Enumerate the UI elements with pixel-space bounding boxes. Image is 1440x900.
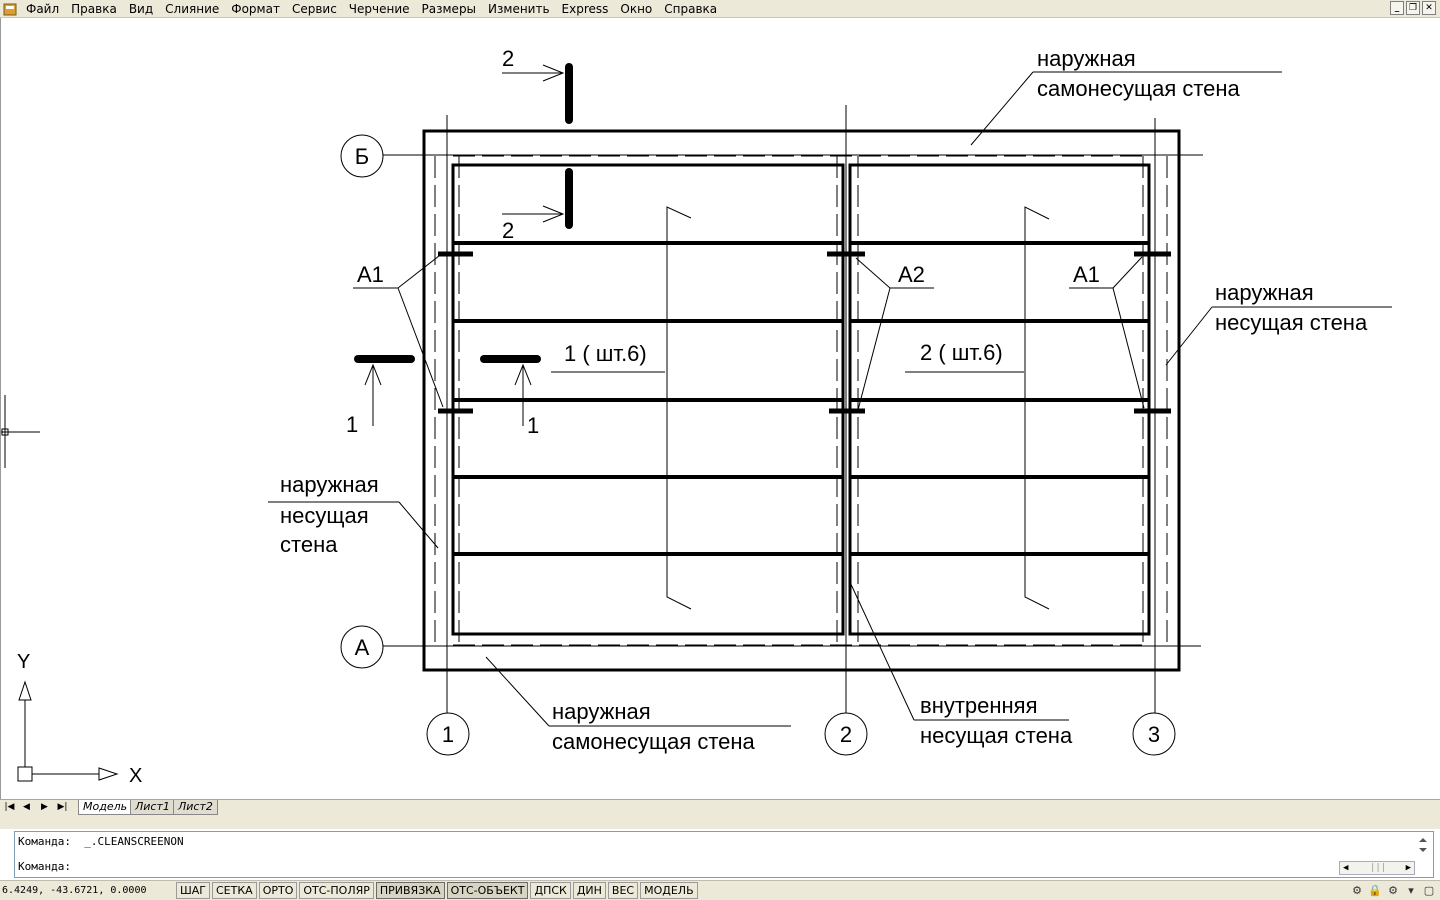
lock-icon[interactable]: 🔒 bbox=[1368, 884, 1382, 897]
label-a2: А2 bbox=[898, 262, 925, 287]
tab-sheet1[interactable]: Лист1 bbox=[130, 800, 175, 815]
scroll-thumb-icon[interactable]: ||| bbox=[1370, 863, 1387, 873]
label-panel-2: 2 ( шт.6) bbox=[920, 340, 1003, 365]
menu-modify[interactable]: Изменить bbox=[488, 2, 550, 16]
restore-button[interactable]: ❐ bbox=[1406, 1, 1420, 15]
scroll-left-icon[interactable]: ◀ bbox=[1343, 863, 1349, 873]
label-a1-left: А1 bbox=[357, 262, 384, 287]
tab-model[interactable]: Модель bbox=[78, 800, 132, 815]
label-top-wall-2: самонесущая стена bbox=[1037, 76, 1240, 101]
menu-dimension[interactable]: Размеры bbox=[421, 2, 477, 16]
app-icon[interactable] bbox=[3, 2, 17, 16]
axis-label-2: 2 bbox=[839, 722, 853, 747]
toggle-snap[interactable]: ШАГ bbox=[176, 882, 210, 899]
first-tab-icon[interactable]: |◀ bbox=[4, 802, 15, 812]
ucs-x-label: X bbox=[129, 765, 143, 787]
scroll-right-icon[interactable]: ▶ bbox=[1405, 863, 1411, 873]
label-top-wall-1: наружная bbox=[1037, 46, 1136, 71]
command-window[interactable] bbox=[14, 831, 1434, 878]
axis-label-a: А bbox=[354, 635, 370, 660]
label-right-wall-2: несущая стена bbox=[1215, 310, 1368, 335]
command-scrollbar[interactable] bbox=[1415, 834, 1431, 856]
label-cut-2-top: 2 bbox=[502, 46, 515, 71]
label-bottom-wall-1: наружная bbox=[552, 699, 651, 724]
label-cut-1-right: 1 bbox=[527, 413, 540, 438]
toggle-ortho[interactable]: ОРТО bbox=[259, 882, 298, 899]
toggle-ducs[interactable]: ДПСК bbox=[530, 882, 570, 899]
floor-plan-drawing bbox=[1, 18, 1440, 799]
anchor-marks bbox=[438, 254, 1171, 411]
toggle-lineweight[interactable]: ВЕС bbox=[608, 882, 638, 899]
layout-tab-bar bbox=[0, 799, 1440, 815]
toggle-grid[interactable]: СЕТКА bbox=[212, 882, 257, 899]
next-tab-icon[interactable]: ▶ bbox=[41, 802, 48, 812]
menu-arrow-icon[interactable]: ▾ bbox=[1408, 884, 1414, 897]
command-history: Команда: _.CLEANSCREENON bbox=[18, 835, 184, 848]
section-cut-marks bbox=[358, 67, 569, 359]
section-arrows bbox=[365, 65, 563, 426]
label-cut-1-left: 1 bbox=[346, 412, 359, 437]
menu-format[interactable]: Формат bbox=[231, 2, 280, 16]
menu-edit[interactable]: Правка bbox=[71, 2, 117, 16]
menu-draw[interactable]: Черчение bbox=[348, 2, 410, 16]
toggle-model[interactable]: МОДЕЛЬ bbox=[640, 882, 698, 899]
tab-sheet2[interactable]: Лист2 bbox=[173, 800, 218, 815]
close-button[interactable]: ✕ bbox=[1422, 1, 1436, 15]
ucs-icon bbox=[18, 682, 117, 781]
last-tab-icon[interactable]: ▶| bbox=[57, 802, 68, 812]
drawing-canvas[interactable] bbox=[0, 18, 1440, 799]
axis-bubbles bbox=[341, 135, 1175, 755]
label-right-wall-1: наружная bbox=[1215, 280, 1314, 305]
command-hscrollbar[interactable] bbox=[1339, 861, 1415, 875]
coordinate-readout[interactable]: 6.4249, -43.6721, 0.0000 bbox=[2, 885, 147, 896]
menu-help[interactable]: Справка bbox=[664, 2, 718, 16]
label-left-wall-1: наружная bbox=[280, 472, 379, 497]
label-bottom-wall-2: самонесущая стена bbox=[552, 729, 755, 754]
menu-view[interactable]: Вид bbox=[128, 2, 154, 16]
label-a1-right: А1 bbox=[1073, 262, 1100, 287]
status-bar bbox=[0, 880, 1440, 900]
menu-express[interactable]: Express bbox=[561, 2, 609, 16]
prev-tab-icon[interactable]: ◀ bbox=[23, 802, 30, 812]
communication-center-icon[interactable]: ⚙ bbox=[1352, 884, 1362, 897]
menu-file[interactable]: Файл bbox=[26, 2, 60, 16]
toggle-polar[interactable]: ОТС-ПОЛЯР bbox=[299, 882, 374, 899]
menu-merge[interactable]: Слияние bbox=[165, 2, 220, 16]
label-inner-wall-2: несущая стена bbox=[920, 723, 1073, 748]
menu-tools[interactable]: Сервис bbox=[291, 2, 337, 16]
clean-screen-icon[interactable]: ▢ bbox=[1423, 884, 1435, 897]
panel-divider bbox=[0, 815, 1440, 829]
label-left-wall-3: стена bbox=[280, 532, 338, 557]
toggle-osnap[interactable]: ПРИВЯЗКА bbox=[376, 882, 445, 899]
label-cut-2-bottom: 2 bbox=[502, 218, 515, 243]
label-panel-1: 1 ( шт.6) bbox=[564, 341, 647, 366]
crosshair-cursor-icon bbox=[1, 395, 40, 468]
slab-joints bbox=[453, 243, 1149, 554]
tray-settings-icon[interactable]: ⚙ bbox=[1388, 884, 1398, 897]
axis-label-3: 3 bbox=[1147, 722, 1161, 747]
axis-label-b: Б bbox=[354, 144, 370, 169]
toggle-otrack[interactable]: ОТС-ОБЪЕКТ bbox=[447, 882, 529, 899]
axis-lines bbox=[381, 105, 1203, 715]
label-inner-wall-1: внутренняя bbox=[920, 693, 1038, 718]
axis-label-1: 1 bbox=[441, 722, 455, 747]
command-prompt[interactable]: Команда: bbox=[18, 860, 71, 873]
toggle-dyn[interactable]: ДИН bbox=[573, 882, 606, 899]
ucs-y-label: Y bbox=[17, 651, 31, 673]
menu-window[interactable]: Окно bbox=[620, 2, 653, 16]
minimize-button[interactable]: _ bbox=[1390, 1, 1404, 15]
label-left-wall-2: несущая bbox=[280, 503, 369, 528]
menu-bar bbox=[0, 0, 1440, 18]
